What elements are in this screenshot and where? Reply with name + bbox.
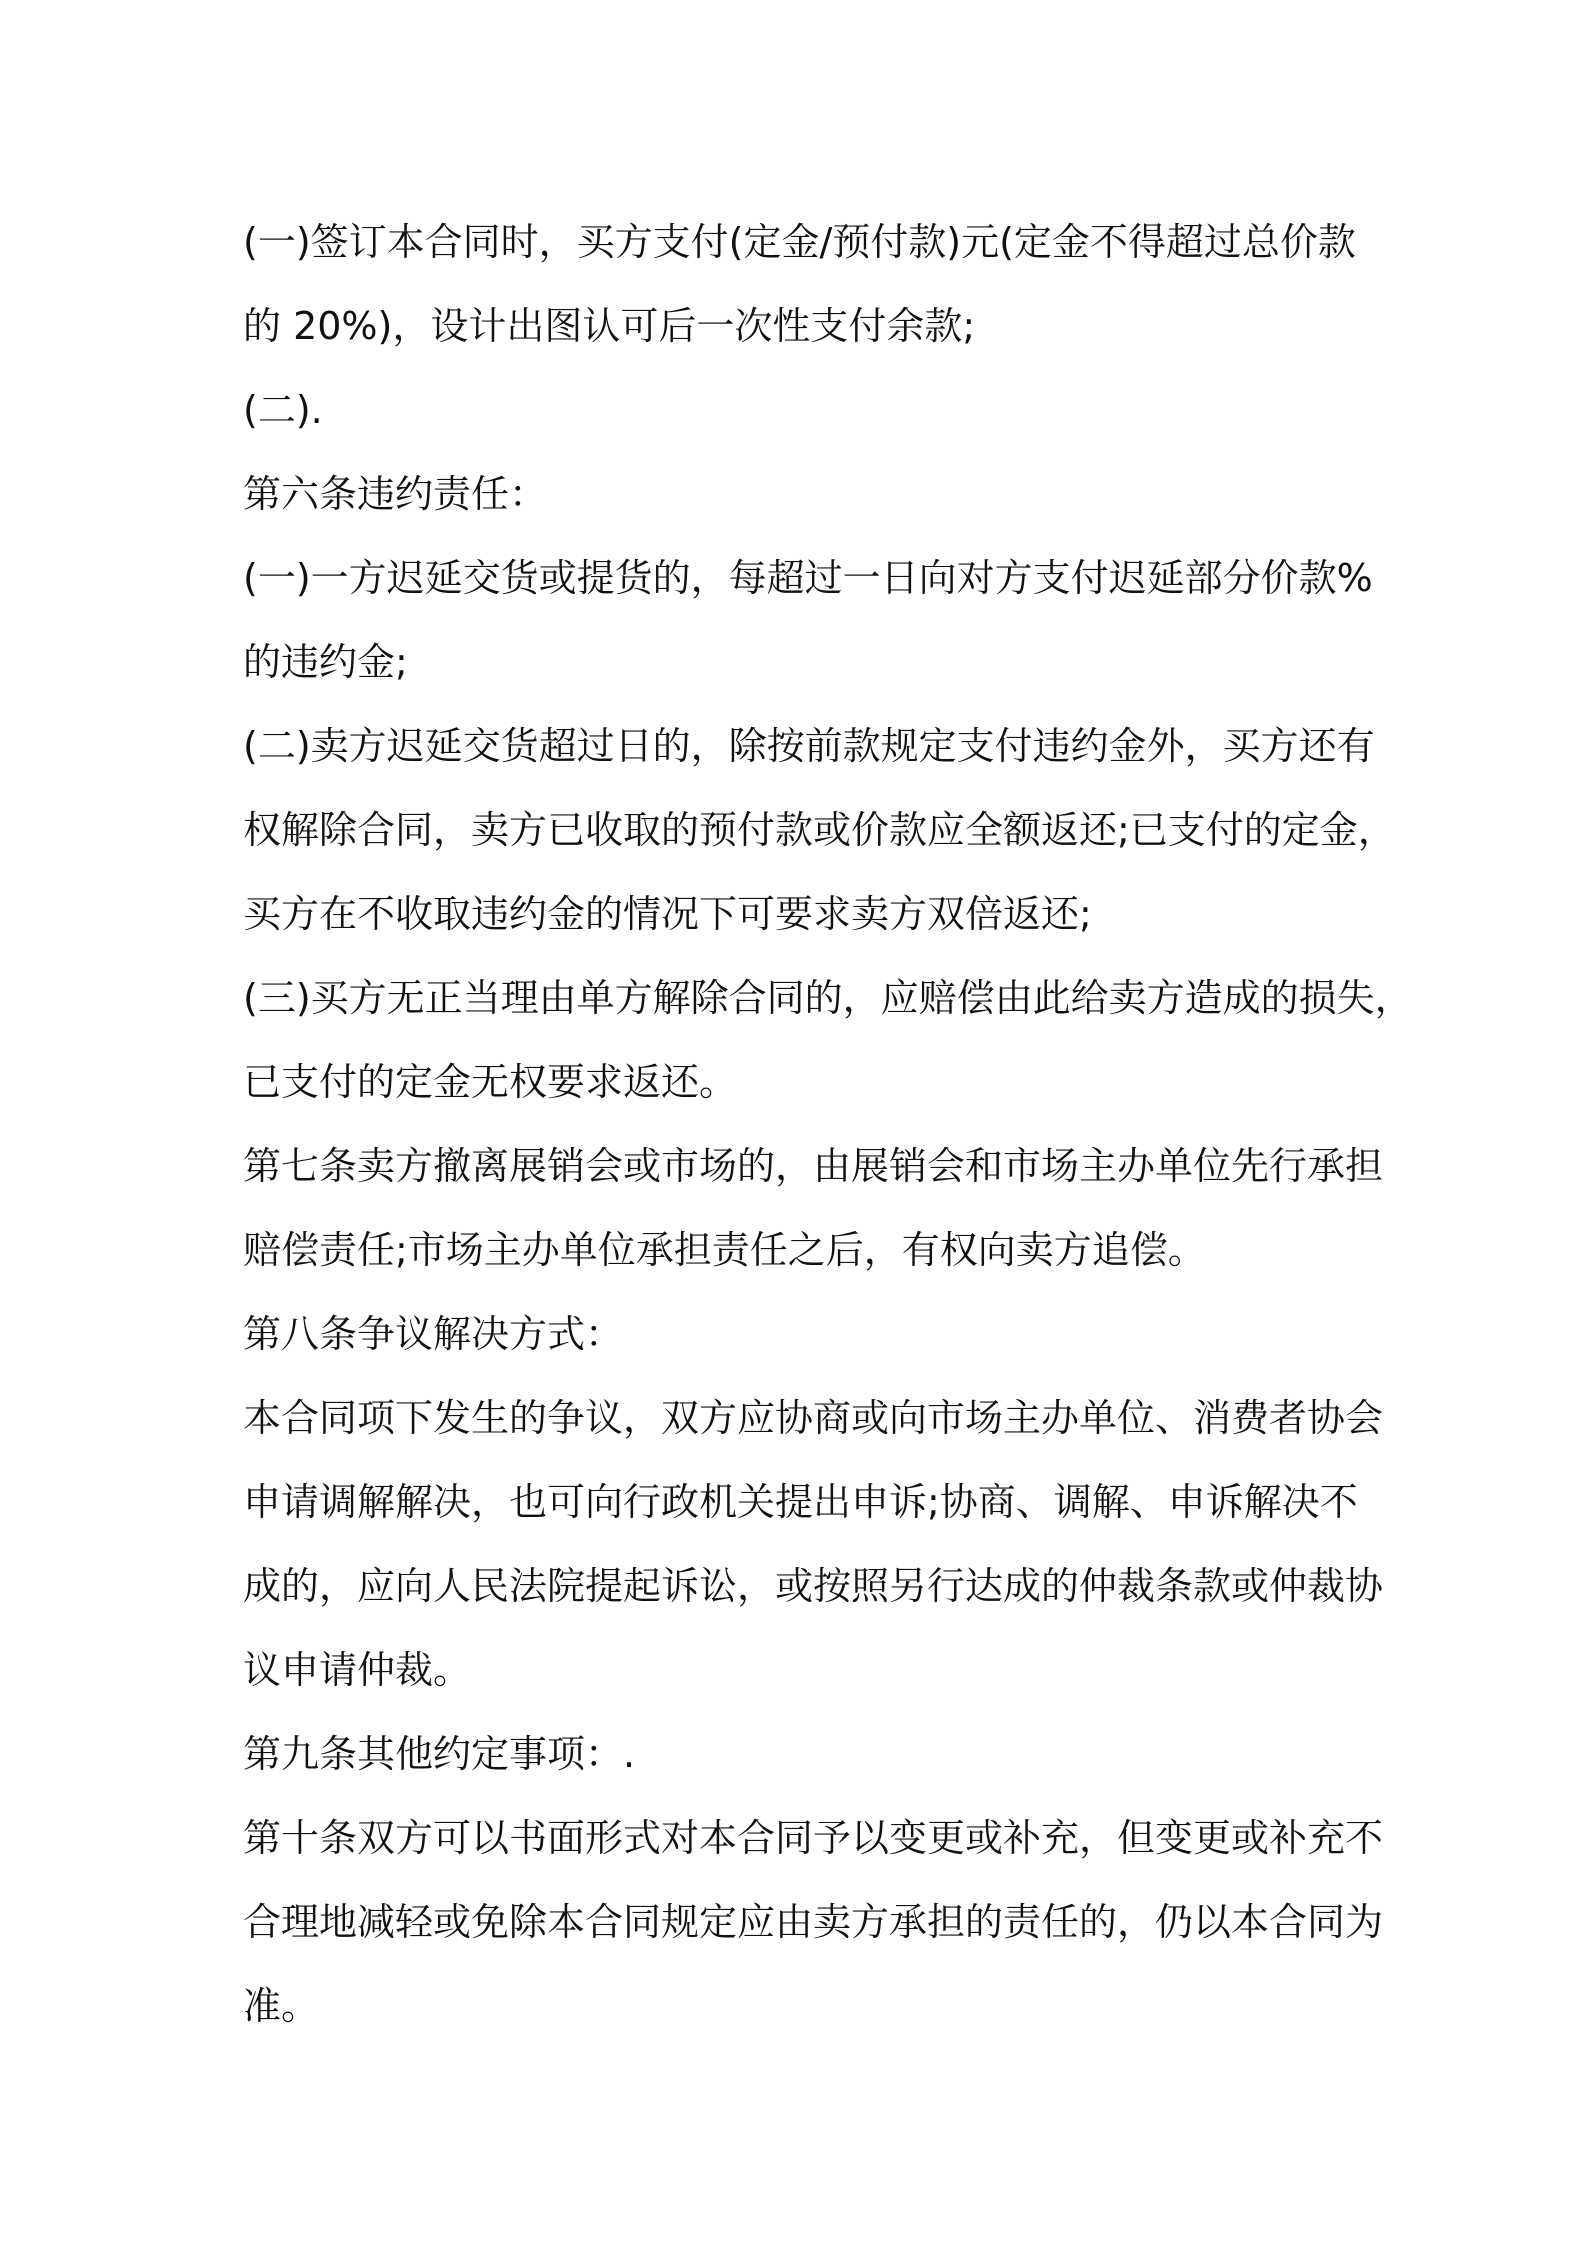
text-line: 的违约金; (243, 640, 408, 684)
text-line: 赔偿责任;市场主办单位承担责任之后，有权向卖方追偿。 (243, 1228, 1206, 1272)
text-line: 的 20%)，设计出图认可后一次性支付余款; (243, 304, 976, 348)
paragraph-dispute-resolution (243, 1376, 1384, 1712)
document-body (243, 200, 1413, 2048)
heading-article-6 (243, 452, 1363, 536)
text-line: 买方在不收取违约金的情况下可要求卖方双倍返还; (243, 892, 1092, 936)
paragraph-breach-1 (243, 536, 1373, 704)
text-line: 第八条争议解决方式： (243, 1312, 624, 1356)
text-line: (一)签订本合同时，买方支付(定金/预付款)元(定金不得超过总价款 (243, 220, 1356, 264)
paragraph-payment-clause-2 (243, 368, 1363, 452)
text-line: 权解除合同，卖方已收取的预付款或价款应全额返还;已支付的定金， (243, 808, 1396, 852)
text-line: 本合同项下发生的争议，双方应协商或向市场主办单位、消费者协会 (243, 1396, 1384, 1440)
text-line: 成的，应向人民法院提起诉讼，或按照另行达成的仲裁条款或仲裁协 (243, 1564, 1384, 1608)
text-line: (二). (243, 388, 323, 432)
paragraph-payment-clause-1 (243, 200, 1363, 368)
text-line: 第十条双方可以书面形式对本合同予以变更或补充，但变更或补充不 (243, 1816, 1384, 1860)
text-line: 第七条卖方撤离展销会或市场的，由展销会和市场主办单位先行承担 (243, 1144, 1384, 1188)
paragraph-breach-2 (243, 704, 1396, 956)
paragraph-article-10 (243, 1796, 1384, 2048)
text-line: 已支付的定金无权要求返还。 (243, 1060, 738, 1104)
text-line: 议申请仲裁。 (243, 1648, 472, 1692)
text-line: 第六条违约责任： (243, 472, 548, 516)
text-line: (一)一方迟延交货或提货的，每超过一日向对方支付迟延部分价款% (243, 556, 1373, 600)
heading-article-9 (243, 1712, 1363, 1796)
heading-article-8 (243, 1292, 1363, 1376)
paragraph-breach-3 (243, 956, 1413, 1124)
text-line: 准。 (243, 1984, 320, 2028)
text-line: 申请调解解决，也可向行政机关提出申诉;协商、调解、申诉解决不 (243, 1480, 1358, 1524)
text-line: (二)卖方迟延交货超过日的，除按前款规定支付违约金外，买方还有 (243, 724, 1375, 768)
text-line: 第九条其他约定事项：. (243, 1732, 636, 1776)
paragraph-article-7 (243, 1124, 1384, 1292)
text-line: 合理地减轻或免除本合同规定应由卖方承担的责任的，仍以本合同为 (243, 1900, 1384, 1944)
text-line: (三)买方无正当理由单方解除合同的，应赔偿由此给卖方造成的损失， (243, 976, 1413, 1020)
